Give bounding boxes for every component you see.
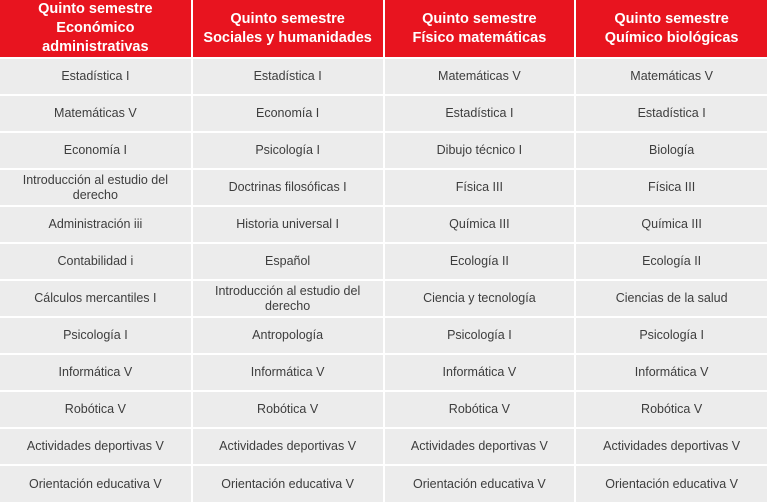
subject-cell: Antropología <box>192 317 384 354</box>
column-header-semester: Quinto semestre <box>422 10 537 27</box>
column-header <box>192 0 384 58</box>
subject-cell: Estadística I <box>0 58 192 95</box>
subject-cell: Orientación educativa V <box>575 465 767 502</box>
column-header <box>384 0 576 58</box>
column-header-semester: Quinto semestre <box>38 1 153 17</box>
column-header-semester: Quinto semestre <box>614 10 729 27</box>
subject-cell: Administración iii <box>0 206 192 243</box>
subject-cell: Estadística I <box>384 95 576 132</box>
column-header <box>575 0 767 58</box>
subject-cell: Actividades deportivas V <box>384 428 576 465</box>
subject-cell: Física III <box>575 169 767 206</box>
subject-cell: Economía I <box>0 132 192 169</box>
subject-cell: Robótica V <box>575 391 767 428</box>
subject-cell: Psicología I <box>575 317 767 354</box>
table-row <box>0 354 767 391</box>
subject-cell: Robótica V <box>192 391 384 428</box>
subject-cell: Robótica V <box>0 391 192 428</box>
subject-cell: Estadística I <box>575 95 767 132</box>
table-row <box>0 169 767 206</box>
subject-cell: Informática V <box>384 354 576 391</box>
subject-cell: Matemáticas V <box>575 58 767 95</box>
subject-cell: Introducción al estudio del derecho <box>192 280 384 317</box>
subject-cell: Informática V <box>0 354 192 391</box>
column-header <box>0 0 192 58</box>
table-header <box>0 0 767 58</box>
column-header-area: Químico biológicas <box>604 29 739 46</box>
table-row <box>0 280 767 317</box>
table-body <box>0 58 767 502</box>
subject-cell: Robótica V <box>384 391 576 428</box>
column-header-semester: Quinto semestre <box>230 10 345 27</box>
subject-cell: Estadística I <box>192 58 384 95</box>
subject-cell: Orientación educativa V <box>192 465 384 502</box>
subject-cell: Química III <box>384 206 576 243</box>
table-row <box>0 428 767 465</box>
subject-cell: Informática V <box>192 354 384 391</box>
subject-cell: Matemáticas V <box>384 58 576 95</box>
table-row <box>0 317 767 354</box>
table-row <box>0 95 767 132</box>
table-row <box>0 243 767 280</box>
subject-cell: Cálculos mercantiles I <box>0 280 192 317</box>
subject-cell: Ecología II <box>575 243 767 280</box>
subject-cell: Actividades deportivas V <box>0 428 192 465</box>
subject-cell: Orientación educativa V <box>0 465 192 502</box>
subject-cell: Orientación educativa V <box>384 465 576 502</box>
subject-cell: Física III <box>384 169 576 206</box>
subject-cell: Ecología II <box>384 243 576 280</box>
subject-cell: Psicología I <box>192 132 384 169</box>
header-row <box>0 0 767 58</box>
subject-cell: Historia universal I <box>192 206 384 243</box>
column-header-area: Económico administrativas <box>42 20 149 55</box>
subject-cell: Informática V <box>575 354 767 391</box>
table-row <box>0 391 767 428</box>
table-row <box>0 58 767 95</box>
table-row <box>0 465 767 502</box>
subject-cell: Química III <box>575 206 767 243</box>
subject-cell: Biología <box>575 132 767 169</box>
subject-cell: Matemáticas V <box>0 95 192 132</box>
subject-cell: Actividades deportivas V <box>192 428 384 465</box>
subject-cell: Doctrinas filosóficas I <box>192 169 384 206</box>
subject-cell: Ciencias de la salud <box>575 280 767 317</box>
subject-cell: Contabilidad i <box>0 243 192 280</box>
column-header-area: Sociales y humanidades <box>203 29 372 46</box>
table-row <box>0 132 767 169</box>
subject-cell: Psicología I <box>0 317 192 354</box>
subject-cell: Español <box>192 243 384 280</box>
subject-cell: Dibujo técnico I <box>384 132 576 169</box>
subject-cell: Actividades deportivas V <box>575 428 767 465</box>
table-row <box>0 206 767 243</box>
subject-cell: Ciencia y tecnología <box>384 280 576 317</box>
subject-cell: Introducción al estudio del derecho <box>0 169 192 206</box>
subject-cell: Psicología I <box>384 317 576 354</box>
subject-cell: Economía I <box>192 95 384 132</box>
column-header-area: Físico matemáticas <box>412 29 547 46</box>
